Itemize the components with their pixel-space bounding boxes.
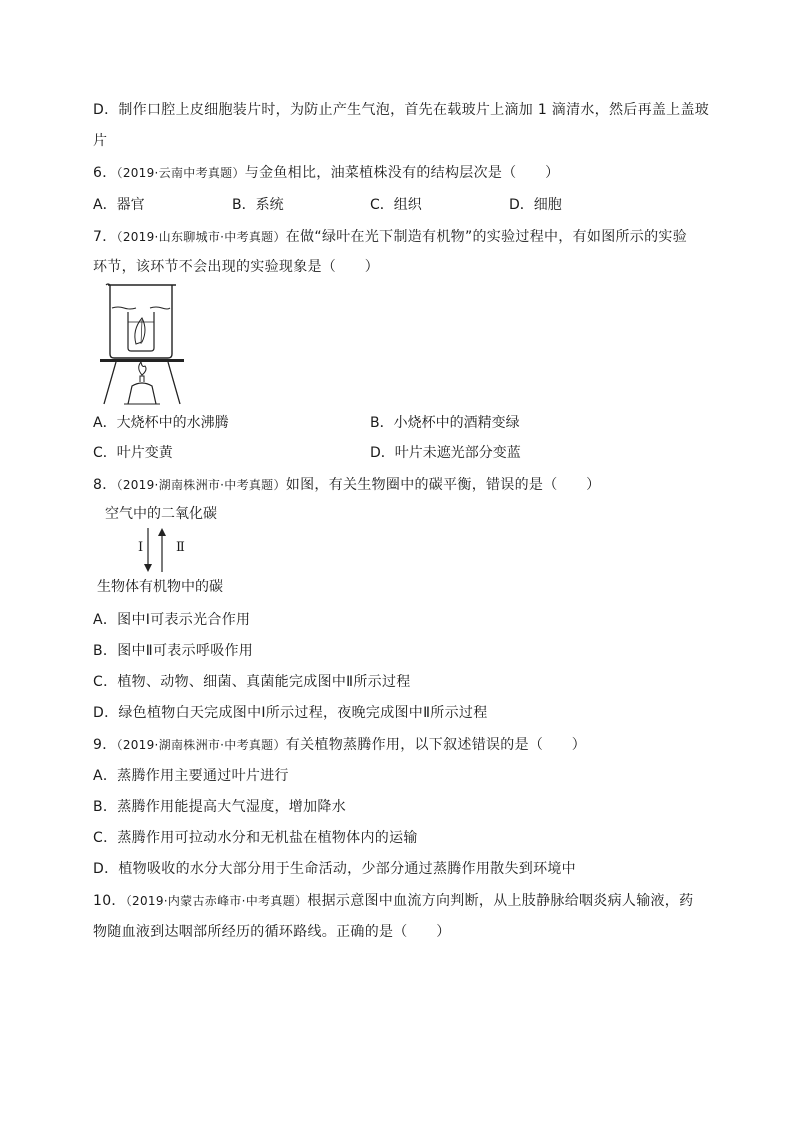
q9-option-d: D．植物吸收的水分大部分用于生命活动，少部分通过蒸腾作用散失到环境中 xyxy=(93,861,576,877)
q6-option-d: D．细胞 xyxy=(509,197,562,213)
carbon-diagram-bottom-label: 生物体有机物中的碳 xyxy=(97,579,223,595)
q10-number: 10． xyxy=(93,893,126,909)
q8-option-b: B．图中Ⅱ可表示呼吸作用 xyxy=(93,643,254,659)
q10-stem-line1 xyxy=(93,892,693,910)
q7-option-a: A．大烧杯中的水沸腾 xyxy=(93,415,229,431)
arrow-down-label: Ⅰ xyxy=(138,540,144,555)
q9-source: （2019·湖南株洲市·中考真题） xyxy=(116,738,286,752)
q7-stem-text: 在做“绿叶在光下制造有机物”的实验过程中，有如图所示的实验 xyxy=(285,229,688,245)
arrow-up-label: Ⅱ xyxy=(176,540,185,555)
q8-stem-text: 如图，有关生物圈中的碳平衡，错误的是（ ） xyxy=(285,477,601,493)
q6-stem xyxy=(93,164,559,182)
q8-option-a: A．图中Ⅰ可表示光合作用 xyxy=(93,612,251,628)
carbon-diagram-top-label: 空气中的二氧化碳 xyxy=(105,506,217,522)
q5-option-d-line1: D．制作口腔上皮细胞装片时，为防止产生气泡，首先在载玻片上滴加 1 滴清水，然后再盖上盖玻 xyxy=(93,102,710,118)
q7-source: （2019·山东聊城市·中考真题） xyxy=(116,230,286,244)
q9-option-b: B．蒸腾作用能提高大气湿度，增加降水 xyxy=(93,799,347,815)
q7-option-c: C．叶片变黄 xyxy=(93,445,173,461)
q10-stem-text: 根据示意图中血流方向判断，从上肢静脉给咽炎病人输液，药 xyxy=(307,893,694,909)
q7-option-b: B．小烧杯中的酒精变绿 xyxy=(370,415,520,431)
q9-number: 9． xyxy=(93,737,117,753)
q7-stem-line1 xyxy=(93,228,687,246)
q7-option-d: D．叶片未遮光部分变蓝 xyxy=(370,445,521,461)
water-bath-apparatus-figure xyxy=(98,282,186,406)
q6-number: 6． xyxy=(93,165,117,181)
q5-option-d-line2: 片 xyxy=(93,133,108,149)
q9-option-c: C．蒸腾作用可拉动水分和无机盐在植物体内的运输 xyxy=(93,830,418,846)
q7-number: 7． xyxy=(93,229,117,245)
q10-stem-line2: 物随血液到达咽部所经历的循环路线。正确的是（ ） xyxy=(93,924,451,940)
q10-source: （2019·内蒙古赤峰市·中考真题） xyxy=(125,894,308,908)
q9-stem-text: 有关植物蒸腾作用，以下叙述错误的是（ ） xyxy=(285,737,587,753)
q9-stem xyxy=(93,736,586,754)
q8-stem xyxy=(93,476,600,494)
q8-option-c: C．植物、动物、细菌、真菌能完成图中Ⅱ所示过程 xyxy=(93,674,411,690)
q8-option-d: D．绿色植物白天完成图中Ⅰ所示过程，夜晚完成图中Ⅱ所示过程 xyxy=(93,705,488,721)
q6-source: （2019·云南中考真题） xyxy=(116,166,245,180)
q7-stem-line2: 环节，该环节不会出现的实验现象是（ ） xyxy=(93,259,379,275)
q6-option-b: B．系统 xyxy=(232,197,284,213)
q6-stem-text: 与金鱼相比，油菜植株没有的结构层次是（ ） xyxy=(244,165,560,181)
q9-option-a: A．蒸腾作用主要通过叶片进行 xyxy=(93,768,289,784)
q8-number: 8． xyxy=(93,477,117,493)
q6-option-a: A．器官 xyxy=(93,197,145,213)
q6-option-c: C．组织 xyxy=(370,197,422,213)
q8-source: （2019·湖南株洲市·中考真题） xyxy=(116,478,286,492)
